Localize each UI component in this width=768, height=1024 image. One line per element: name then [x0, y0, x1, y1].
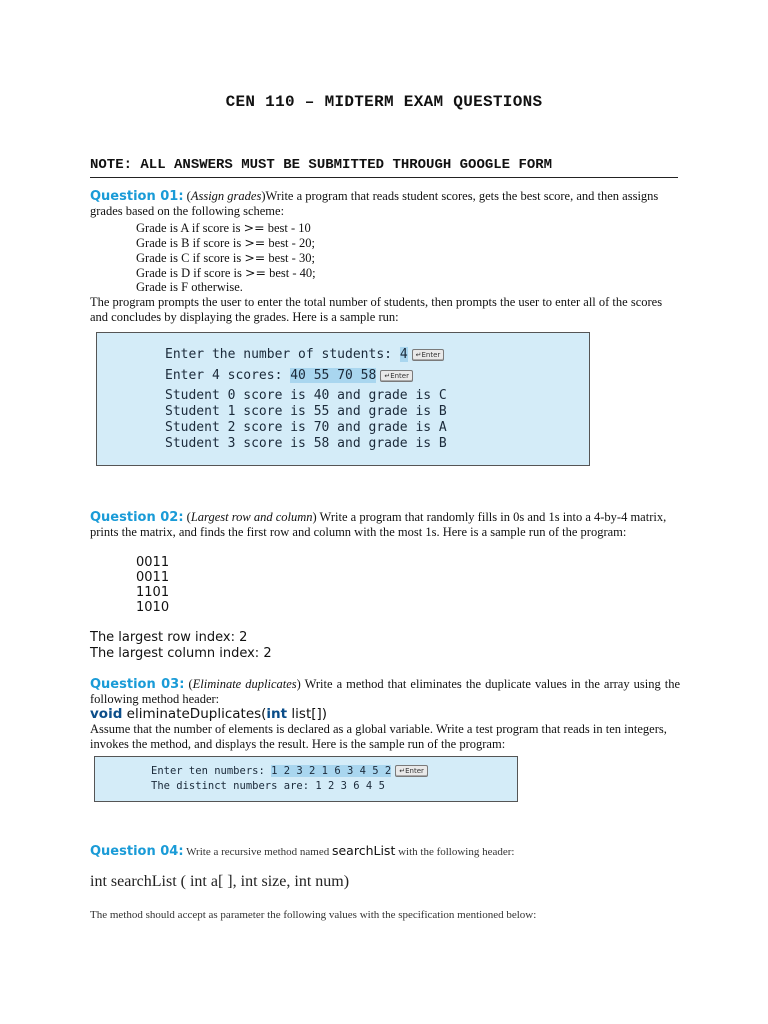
sample-run-console-2	[94, 756, 518, 802]
grade-rule-f: Grade is F otherwise.	[136, 280, 243, 294]
console-1-line-1: Enter the number of students: 4 ↵Enter	[165, 347, 444, 362]
sample-run-console-1	[96, 332, 590, 466]
question-02-topic: Largest row and column	[190, 510, 313, 524]
console-1-input-1: 4	[399, 347, 408, 362]
question-02-label: Question 02:	[90, 510, 184, 525]
question-02-intro: Question 02: (Largest row and column) Write a program that randomly fills in 0s and 1s into a 4-by-4 matrix, prints the matrix, and finds the first row and column with the most 1s. Here is a sample run of the program:	[90, 510, 667, 539]
question-03-description: Assume that the number of elements is declared as a global variable. Write a test program that reads in ten integers, invokes the method, and displays the result. Here is the sample run of the program:	[90, 722, 667, 751]
grade-rule-b: Grade is B if score is >= best - 20;	[136, 235, 315, 250]
largest-row-result: The largest row index: 2	[90, 630, 248, 645]
console-1-output-3: Student 3 score is 58 and grade is B	[165, 436, 447, 451]
console-1-output-1: Student 1 score is 55 and grade is B	[165, 404, 447, 419]
console-2-input: 1 2 3 2 1 6 3 4 5 2	[271, 765, 392, 777]
console-1-output-0: Student 0 score is 40 and grade is C	[165, 388, 447, 403]
question-01-text: )Write a program that reads student scores, gets the best score, and then assigns grades based on the following scheme:	[90, 189, 659, 218]
question-04-label: Question 04:	[90, 844, 184, 859]
question-04-description: The method should accept as parameter the following values with the specification mentioned below:	[90, 909, 537, 921]
enter-key-icon: ↵Enter	[395, 765, 428, 777]
question-04-intro: Question 04: Write a recursive method named searchList with the following header:	[90, 843, 515, 859]
note-heading: NOTE: ALL ANSWERS MUST BE SUBMITTED THROUGH GOOGLE FORM	[90, 157, 553, 173]
question-01-intro: Question 01: (Assign grades)Write a program that reads student scores, gets the best score, and then assigns grades based on the following scheme:	[90, 189, 659, 218]
matrix-row-3: 1010	[136, 600, 170, 615]
question-03-text: ) Write a method that eliminates the duplicate values in the array using the following method header:	[90, 677, 680, 706]
question-01-label: Question 01:	[90, 189, 184, 204]
console-1-input-2: 40 55 70 58	[290, 368, 377, 383]
largest-column-result: The largest column index: 2	[90, 646, 272, 661]
grade-rule-d: Grade is D if score is >= best - 40;	[136, 265, 316, 280]
method-name-code: searchList	[331, 843, 396, 858]
console-1-output-2: Student 2 score is 70 and grade is A	[165, 420, 447, 435]
console-2-line-1: Enter ten numbers: 1 2 3 2 1 6 3 4 5 2 ↵Enter	[151, 765, 428, 777]
search-list-header: int searchList ( int a[ ], int size, int num)	[90, 873, 350, 890]
question-03-label: Question 03:	[90, 677, 185, 692]
grade-rule-a: Grade is A if score is >= best - 10	[136, 220, 311, 235]
note-divider	[90, 177, 678, 178]
question-02-text: ) Write a program that randomly fills in 0s and 1s into a 4-by-4 matrix, prints the matrix, and finds the first row and column with the most 1s. Here is a sample run of the program:	[90, 510, 667, 539]
question-03-topic: Eliminate duplicates	[192, 677, 297, 691]
matrix-row-0: 0011	[136, 555, 170, 570]
question-03-intro: Question 03: (Eliminate duplicates) Write a method that eliminates the duplicate values in the array using the following method header:	[90, 677, 680, 706]
method-header: void eliminateDuplicates(int list[])	[90, 706, 328, 722]
matrix-row-2: 1101	[136, 585, 170, 600]
question-01-description: The program prompts the user to enter the total number of students, then prompts the user to enter all of the scores and concludes by displaying the grades. Here is a sample run:	[90, 295, 663, 324]
page-title: CEN 110 – MIDTERM EXAM QUESTIONS	[225, 93, 543, 111]
console-2-line-2: The distinct numbers are: 1 2 3 6 4 5	[151, 780, 385, 792]
console-1-line-2: Enter 4 scores: 40 55 70 58 ↵Enter	[165, 368, 413, 383]
enter-key-icon: ↵Enter	[412, 349, 445, 361]
grade-rule-c: Grade is C if score is >= best - 30;	[136, 250, 315, 265]
matrix-row-1: 0011	[136, 570, 170, 585]
question-01-topic: Assign grades	[190, 189, 262, 203]
enter-key-icon: ↵Enter	[380, 370, 413, 382]
